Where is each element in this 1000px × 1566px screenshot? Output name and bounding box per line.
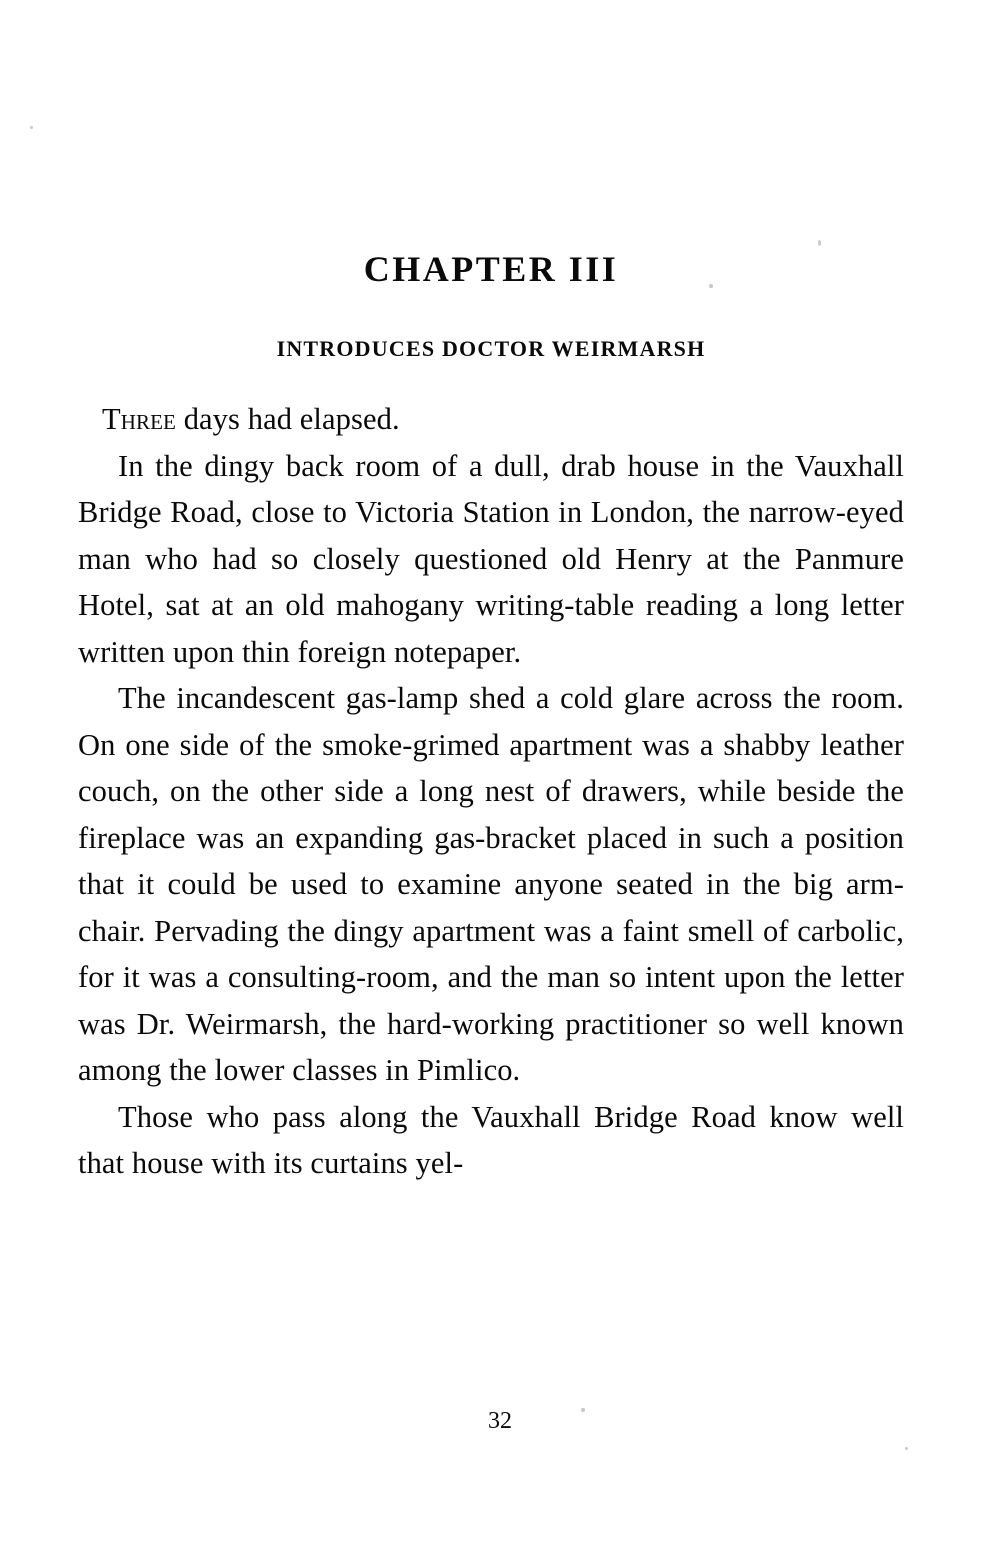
paragraph-1-lead: Three (102, 402, 176, 436)
paragraph-2: In the dingy back room of a dull, drab house in the Vauxhall Bridge Road, close to Victoria Station in London, the narrow-eyed man who had so closely questioned old Henry at the Panmure Hotel, sat at an old mahogany writing-table reading a long letter written upon thin foreign notepaper. (78, 448, 904, 669)
chapter-subheading: INTRODUCES DOCTOR WEIRMARSH (276, 336, 706, 361)
page-content (78, 248, 904, 1187)
page-speck (818, 240, 821, 246)
paragraph-4: Those who pass along the Vauxhall Bridge Road know well that house with its curtains yel- (78, 1099, 904, 1180)
paragraph-3: The incandescent gas-lamp shed a cold glare across the room. On one side of the smoke-grimed apartment was a shabby leather couch, on the other side a long nest of drawers, while beside the fireplace was an expanding gas-bracket placed in such a position that it could be used to examine anyone seated in the big arm-chair. Pervading the dingy apartment was a faint smell of carbolic, for it was a consulting-room, and the man so intent upon the letter was Dr. Weirmarsh, the hard-working practitioner so well known among the lower classes in Pimlico. (78, 681, 904, 1087)
paragraph-1-rest: days had elapsed. (175, 402, 400, 436)
page-speck (30, 126, 33, 129)
body-text (78, 396, 904, 1187)
page-speck (905, 1447, 908, 1450)
page-number: 32 (488, 1408, 512, 1434)
paragraph-1 (78, 396, 904, 443)
chapter-heading: CHAPTER III (363, 249, 619, 289)
